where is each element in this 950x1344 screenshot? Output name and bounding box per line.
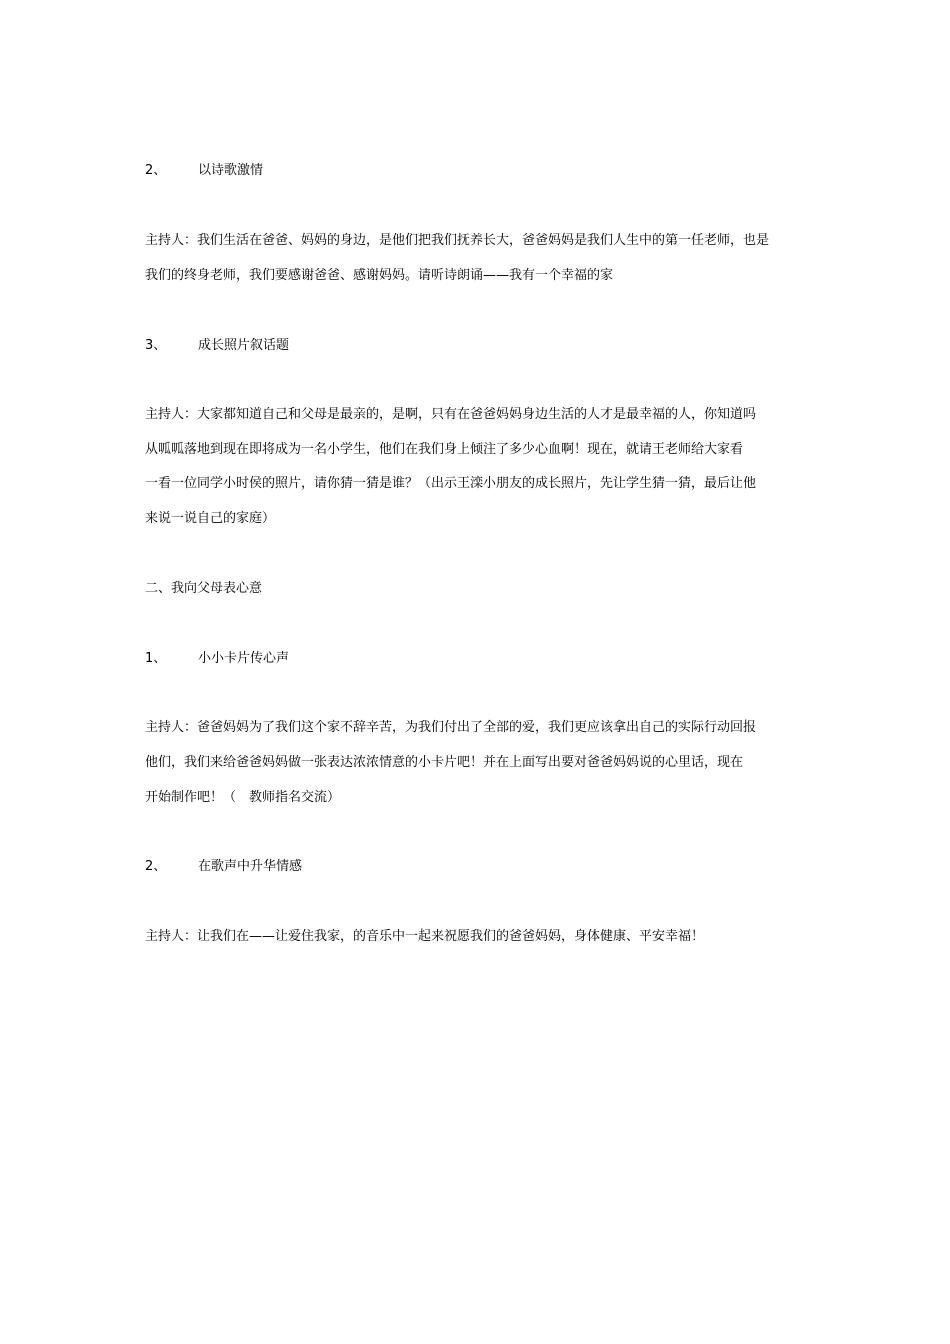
section-title: 在歌声中升华情感 xyxy=(198,859,303,874)
paragraph-line: 主持人：我们生活在爸爸、妈妈的身边，是他们把我们抚养长大，爸爸妈妈是我们人生中的第一任老师，也是 xyxy=(145,233,770,248)
section-heading xyxy=(145,650,289,667)
paragraph-line: 主持人：让我们在——让爱住我家，的音乐中一起来祝愿我们的爸爸妈妈，身体健康、平安幸福！ xyxy=(145,929,705,944)
paragraph-line: 开始制作吧！（ 教师指名交流） xyxy=(145,790,341,805)
paragraph-line: 他们，我们来给爸爸妈妈做一张表达浓浓情意的小卡片吧！并在上面写出要对爸爸妈妈说的心里话，现在 xyxy=(145,755,744,770)
section-heading xyxy=(145,162,263,179)
section-number: 2、 xyxy=(145,163,167,178)
section-title: 小小卡片传心声 xyxy=(198,651,290,666)
section-number: 1、 xyxy=(145,651,167,666)
section-title: 成长照片叙话题 xyxy=(198,338,290,353)
paragraph-line: 从呱呱落地到现在即将成为一名小学生，他们在我们身上倾注了多少心血啊！现在，就请王老师给大家看 xyxy=(145,442,744,457)
section-heading xyxy=(145,337,289,354)
section-number: 3、 xyxy=(145,338,167,353)
paragraph-line: 我们的终身老师，我们要感谢爸爸、感谢妈妈。请听诗朗诵——我有一个幸福的家 xyxy=(145,268,614,283)
paragraph-line: 来说一说自己的家庭） xyxy=(145,511,276,526)
part-two-title: 二、我向父母表心意 xyxy=(145,581,263,596)
paragraph-line: 一看一位同学小时侯的照片，请你猜一猜是谁？（出示王滦小朋友的成长照片，先让学生猜一猜，最后让他 xyxy=(145,476,757,491)
paragraph-line: 主持人：爸爸妈妈为了我们这个家不辞辛苦，为我们付出了全部的爱，我们更应该拿出自己的实际行动回报 xyxy=(145,720,757,735)
paragraph-line: 主持人：大家都知道自己和父母是最亲的，是啊，只有在爸爸妈妈身边生活的人才是最幸福的人，你知道吗 xyxy=(145,407,757,422)
section-title: 以诗歌激情 xyxy=(198,163,264,178)
section-number: 2、 xyxy=(145,859,167,874)
section-heading xyxy=(145,858,302,875)
